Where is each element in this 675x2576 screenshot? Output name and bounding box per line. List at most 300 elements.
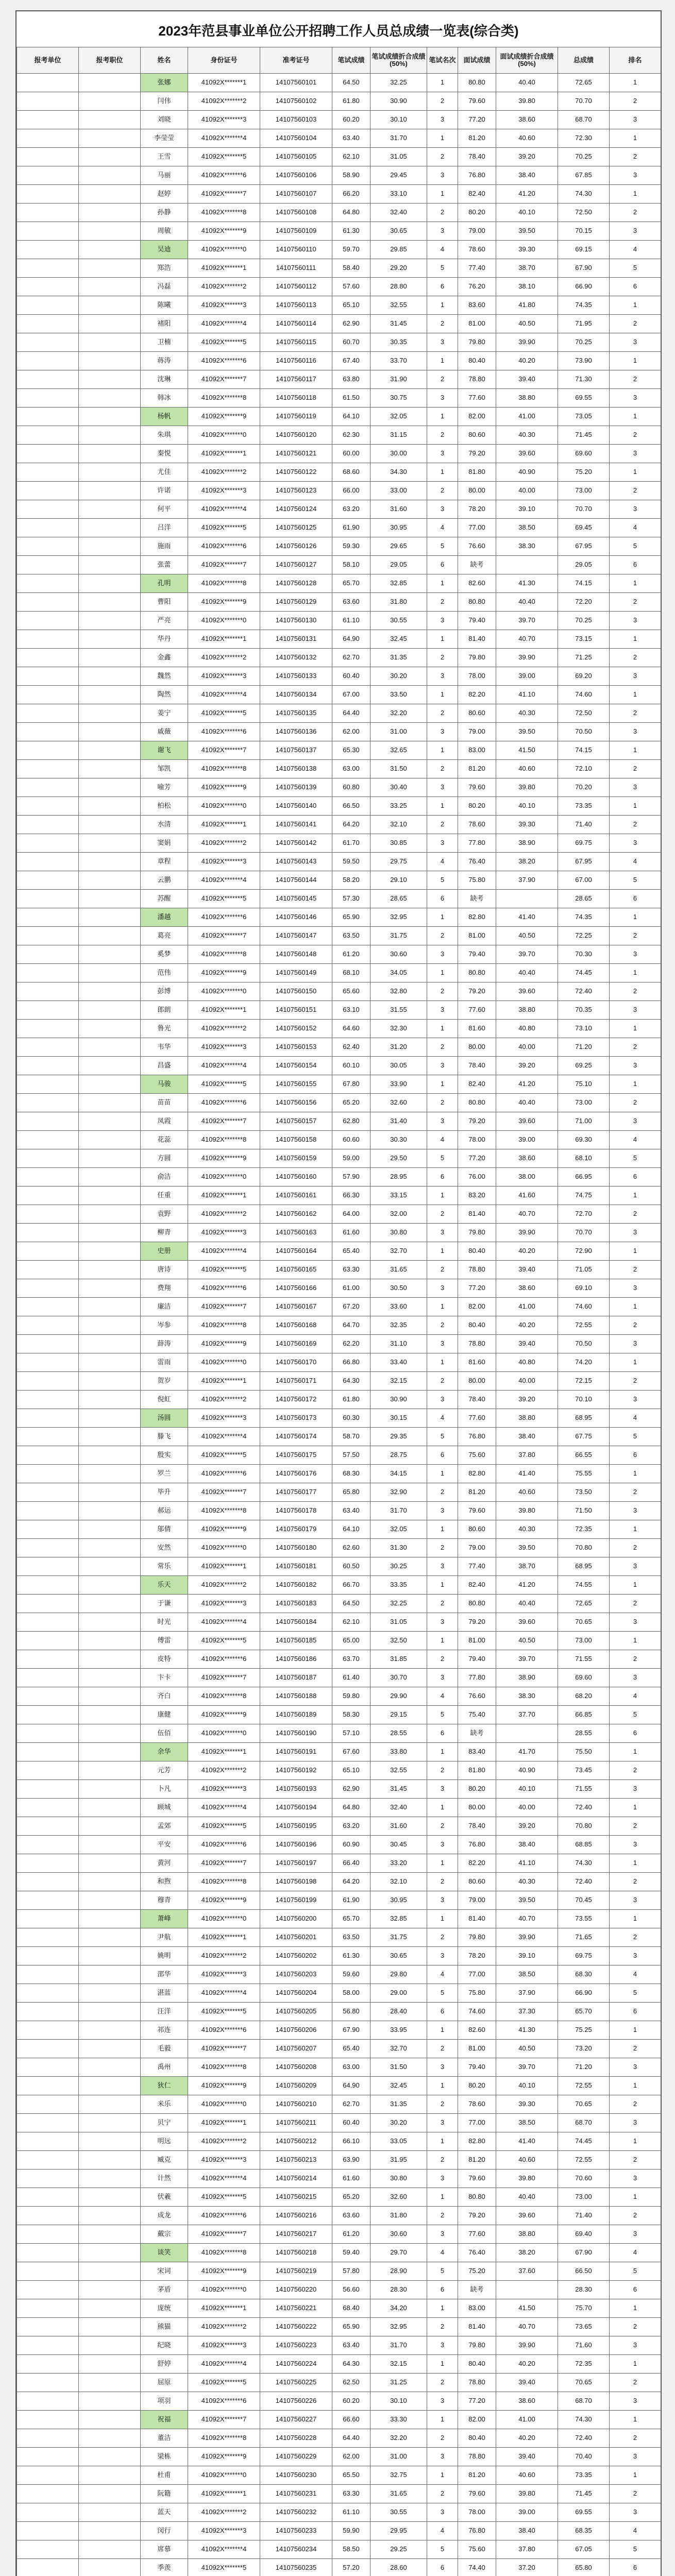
cell-unit xyxy=(17,2429,79,2448)
cell-interview-converted: 41.30 xyxy=(496,2021,558,2040)
cell-rank: 6 xyxy=(610,890,661,908)
cell-exam-no: 14107560229 xyxy=(260,2448,332,2466)
cell-written-converted: 33.05 xyxy=(370,2132,427,2151)
cell-rank: 2 xyxy=(610,816,661,834)
cell-written-rank: 3 xyxy=(427,1279,458,1298)
cell-interview: 76.80 xyxy=(458,1428,496,1446)
cell-rank: 3 xyxy=(610,1669,661,1687)
table-row xyxy=(17,92,661,111)
cell-position xyxy=(79,2485,141,2503)
cell-rank: 1 xyxy=(610,2132,661,2151)
cell-written-converted: 30.80 xyxy=(370,2170,427,2188)
table-row xyxy=(17,2225,661,2244)
cell-id: 41092X*******8 xyxy=(188,1502,260,1520)
cell-position xyxy=(79,2540,141,2559)
cell-id: 41092X*******6 xyxy=(188,2207,260,2225)
cell-position xyxy=(79,2336,141,2355)
cell-interview: 82.40 xyxy=(458,1576,496,1595)
cell-position xyxy=(79,222,141,241)
cell-written-converted: 31.00 xyxy=(370,723,427,741)
cell-interview: 80.20 xyxy=(458,1780,496,1799)
cell-written-converted: 29.50 xyxy=(370,1149,427,1168)
cell-unit xyxy=(17,2040,79,2058)
cell-position xyxy=(79,519,141,537)
cell-interview: 80.60 xyxy=(458,1520,496,1539)
cell-id: 41092X*******2 xyxy=(188,92,260,111)
cell-id: 41092X*******8 xyxy=(188,204,260,222)
table-row xyxy=(17,1502,661,1520)
cell-position xyxy=(79,2040,141,2058)
table-row xyxy=(17,797,661,816)
cell-written-rank: 3 xyxy=(427,1391,458,1409)
table-header-row xyxy=(17,47,661,74)
cell-written: 62.70 xyxy=(332,649,370,667)
cell-id: 41092X*******4 xyxy=(188,129,260,148)
cell-written-converted: 28.90 xyxy=(370,2262,427,2281)
cell-rank: 3 xyxy=(610,667,661,686)
cell-position xyxy=(79,1001,141,1020)
cell-exam-no: 14107560168 xyxy=(260,1316,332,1335)
cell-name: 施雨 xyxy=(141,537,188,556)
cell-rank: 1 xyxy=(610,2355,661,2374)
table-row xyxy=(17,370,661,389)
cell-written-converted: 32.95 xyxy=(370,908,427,927)
cell-written-rank: 3 xyxy=(427,500,458,519)
cell-written-converted: 29.75 xyxy=(370,853,427,871)
cell-written-converted: 32.25 xyxy=(370,74,427,92)
cell-name: 彭博 xyxy=(141,982,188,1001)
cell-position xyxy=(79,2281,141,2299)
cell-id: 41092X*******7 xyxy=(188,927,260,945)
cell-interview-converted: 39.00 xyxy=(496,2503,558,2522)
cell-position xyxy=(79,816,141,834)
cell-written: 57.20 xyxy=(332,2559,370,2576)
cell-unit xyxy=(17,2132,79,2151)
table-row xyxy=(17,1836,661,1854)
cell-name: 唐诗 xyxy=(141,1261,188,1279)
cell-total: 75.50 xyxy=(558,1743,610,1761)
cell-written-converted: 30.00 xyxy=(370,445,427,463)
cell-rank: 2 xyxy=(610,649,661,667)
cell-rank: 5 xyxy=(610,1984,661,2003)
cell-position xyxy=(79,1761,141,1780)
cell-interview: 80.60 xyxy=(458,426,496,445)
cell-position xyxy=(79,1613,141,1632)
cell-position xyxy=(79,1669,141,1687)
cell-total: 69.25 xyxy=(558,1057,610,1075)
cell-rank: 2 xyxy=(610,204,661,222)
cell-id: 41092X*******0 xyxy=(188,1168,260,1187)
cell-written: 64.30 xyxy=(332,2355,370,2374)
cell-name: 皮特 xyxy=(141,1650,188,1669)
cell-interview-converted: 39.10 xyxy=(496,500,558,519)
cell-written: 63.40 xyxy=(332,2336,370,2355)
table-row xyxy=(17,1261,661,1279)
cell-interview: 81.00 xyxy=(458,1632,496,1650)
cell-exam-no: 14107560145 xyxy=(260,890,332,908)
cell-unit xyxy=(17,2262,79,2281)
cell-written-converted: 28.40 xyxy=(370,2003,427,2021)
cell-written: 61.00 xyxy=(332,1279,370,1298)
cell-interview: 77.20 xyxy=(458,2392,496,2411)
cell-exam-no: 14107560137 xyxy=(260,741,332,760)
cell-written-converted: 30.90 xyxy=(370,92,427,111)
cell-unit xyxy=(17,871,79,890)
cell-unit xyxy=(17,556,79,574)
table-row xyxy=(17,445,661,463)
cell-interview: 82.80 xyxy=(458,2132,496,2151)
cell-written-rank: 2 xyxy=(427,92,458,111)
cell-total: 68.30 xyxy=(558,1965,610,1984)
cell-unit xyxy=(17,278,79,296)
cell-id: 41092X*******5 xyxy=(188,333,260,352)
cell-rank: 1 xyxy=(610,908,661,927)
cell-exam-no: 14107560117 xyxy=(260,370,332,389)
cell-interview-converted: 39.20 xyxy=(496,1391,558,1409)
table-row xyxy=(17,1947,661,1965)
cell-written-converted: 31.95 xyxy=(370,2151,427,2170)
cell-exam-no: 14107560148 xyxy=(260,945,332,964)
table-row xyxy=(17,2355,661,2374)
table-row xyxy=(17,1020,661,1038)
cell-interview-converted: 39.60 xyxy=(496,982,558,1001)
cell-interview: 79.80 xyxy=(458,649,496,667)
cell-name: 刘晓 xyxy=(141,111,188,129)
table-row xyxy=(17,1854,661,1873)
cell-written: 57.80 xyxy=(332,2262,370,2281)
cell-rank: 3 xyxy=(610,2336,661,2355)
cell-unit xyxy=(17,2522,79,2540)
cell-written-converted: 34.20 xyxy=(370,2299,427,2318)
cell-rank: 2 xyxy=(610,760,661,778)
cell-exam-no: 14107560174 xyxy=(260,1428,332,1446)
table-row xyxy=(17,1353,661,1372)
cell-unit xyxy=(17,482,79,500)
cell-interview: 80.40 xyxy=(458,2429,496,2448)
cell-written-converted: 31.80 xyxy=(370,2207,427,2225)
cell-written-rank: 3 xyxy=(427,723,458,741)
cell-written-converted: 29.25 xyxy=(370,2540,427,2559)
cell-written: 57.50 xyxy=(332,1446,370,1465)
cell-name: 贝宁 xyxy=(141,2114,188,2132)
cell-written-rank: 2 xyxy=(427,649,458,667)
cell-total: 72.25 xyxy=(558,927,610,945)
cell-rank: 3 xyxy=(610,2058,661,2077)
cell-id: 41092X*******5 xyxy=(188,2003,260,2021)
cell-name: 顾城 xyxy=(141,1799,188,1817)
cell-interview: 81.00 xyxy=(458,2040,496,2058)
cell-rank: 5 xyxy=(610,1149,661,1168)
cell-interview: 77.40 xyxy=(458,259,496,278)
cell-name: 萧峰 xyxy=(141,1910,188,1928)
cell-written-converted: 30.20 xyxy=(370,667,427,686)
cell-rank: 2 xyxy=(610,426,661,445)
cell-exam-no: 14107560142 xyxy=(260,834,332,853)
cell-interview-converted: 40.40 xyxy=(496,964,558,982)
cell-position xyxy=(79,241,141,259)
cell-rank: 3 xyxy=(610,1947,661,1965)
cell-written-rank: 6 xyxy=(427,556,458,574)
cell-position xyxy=(79,1094,141,1112)
cell-written-rank: 6 xyxy=(427,2559,458,2576)
cell-total: 67.95 xyxy=(558,537,610,556)
cell-position xyxy=(79,2003,141,2021)
cell-id: 41092X*******7 xyxy=(188,1669,260,1687)
cell-written-rank: 3 xyxy=(427,1335,458,1353)
cell-total: 73.00 xyxy=(558,2188,610,2207)
cell-id: 41092X*******8 xyxy=(188,2244,260,2262)
cell-unit xyxy=(17,982,79,1001)
cell-position xyxy=(79,964,141,982)
cell-unit xyxy=(17,778,79,797)
cell-rank: 3 xyxy=(610,1335,661,1353)
cell-written-converted: 30.10 xyxy=(370,111,427,129)
cell-total: 68.70 xyxy=(558,2392,610,2411)
cell-total: 70.65 xyxy=(558,2095,610,2114)
cell-unit xyxy=(17,723,79,741)
cell-name: 章程 xyxy=(141,853,188,871)
cell-name: 项羽 xyxy=(141,2392,188,2411)
cell-id: 41092X*******9 xyxy=(188,2262,260,2281)
cell-written: 62.90 xyxy=(332,315,370,333)
cell-interview: 78.00 xyxy=(458,2503,496,2522)
cell-interview-converted: 37.90 xyxy=(496,1984,558,2003)
cell-position xyxy=(79,1335,141,1353)
cell-total: 72.10 xyxy=(558,760,610,778)
cell-written: 65.10 xyxy=(332,296,370,315)
cell-written: 64.40 xyxy=(332,2429,370,2448)
cell-written-rank: 1 xyxy=(427,1520,458,1539)
cell-written-rank: 1 xyxy=(427,2411,458,2429)
cell-written-rank: 2 xyxy=(427,982,458,1001)
cell-name: 尤佳 xyxy=(141,463,188,482)
cell-written-converted: 29.95 xyxy=(370,2522,427,2540)
cell-written-converted: 31.05 xyxy=(370,148,427,166)
cell-unit xyxy=(17,2299,79,2318)
cell-exam-no: 14107560228 xyxy=(260,2429,332,2448)
cell-exam-no: 14107560194 xyxy=(260,1799,332,1817)
cell-id: 41092X*******8 xyxy=(188,389,260,408)
cell-unit xyxy=(17,204,79,222)
cell-total: 70.35 xyxy=(558,1001,610,1020)
table-row xyxy=(17,1928,661,1947)
cell-written-converted: 29.10 xyxy=(370,871,427,890)
cell-written-converted: 31.35 xyxy=(370,649,427,667)
cell-written: 59.80 xyxy=(332,1687,370,1706)
cell-id: 41092X*******2 xyxy=(188,2503,260,2522)
cell-written-rank: 3 xyxy=(427,1224,458,1242)
cell-rank: 1 xyxy=(610,741,661,760)
cell-written-rank: 6 xyxy=(427,2003,458,2021)
cell-written-converted: 32.25 xyxy=(370,1595,427,1613)
cell-position xyxy=(79,2132,141,2151)
cell-position xyxy=(79,537,141,556)
cell-total: 66.85 xyxy=(558,1706,610,1724)
cell-unit xyxy=(17,537,79,556)
cell-exam-no: 14107560192 xyxy=(260,1761,332,1780)
cell-rank: 3 xyxy=(610,1112,661,1131)
cell-id: 41092X*******4 xyxy=(188,1613,260,1632)
cell-interview: 80.20 xyxy=(458,2077,496,2095)
cell-id: 41092X*******0 xyxy=(188,1724,260,1743)
cell-rank: 3 xyxy=(610,2392,661,2411)
cell-total: 74.15 xyxy=(558,574,610,593)
cell-name: 齐白 xyxy=(141,1687,188,1706)
cell-written-rank: 3 xyxy=(427,1891,458,1910)
cell-written: 57.90 xyxy=(332,1168,370,1187)
cell-interview: 75.60 xyxy=(458,2540,496,2559)
cell-position xyxy=(79,259,141,278)
cell-unit xyxy=(17,463,79,482)
cell-name: 窦娟 xyxy=(141,834,188,853)
cell-written-converted: 30.55 xyxy=(370,2503,427,2522)
cell-exam-no: 14107560127 xyxy=(260,556,332,574)
cell-id: 41092X*******3 xyxy=(188,853,260,871)
cell-id: 41092X*******5 xyxy=(188,890,260,908)
cell-written: 66.60 xyxy=(332,2411,370,2429)
cell-exam-no: 14107560162 xyxy=(260,1205,332,1224)
cell-interview: 76.20 xyxy=(458,278,496,296)
cell-id: 41092X*******3 xyxy=(188,1780,260,1799)
cell-position xyxy=(79,778,141,797)
cell-exam-no: 14107560201 xyxy=(260,1928,332,1947)
cell-total: 66.95 xyxy=(558,1168,610,1187)
cell-interview-converted: 38.60 xyxy=(496,1279,558,1298)
cell-total: 71.45 xyxy=(558,2485,610,2503)
cell-exam-no: 14107560200 xyxy=(260,1910,332,1928)
cell-name: 殷实 xyxy=(141,1446,188,1465)
cell-total: 72.30 xyxy=(558,129,610,148)
cell-interview-converted: 37.30 xyxy=(496,2003,558,2021)
cell-interview: 78.20 xyxy=(458,500,496,519)
cell-rank: 2 xyxy=(610,2374,661,2392)
cell-name: 鲁光 xyxy=(141,1020,188,1038)
cell-rank: 1 xyxy=(610,1854,661,1873)
cell-id: 41092X*******3 xyxy=(188,2336,260,2355)
cell-name: 和煦 xyxy=(141,1873,188,1891)
cell-position xyxy=(79,2225,141,2244)
cell-written: 64.90 xyxy=(332,630,370,649)
page-title: 2023年范县事业单位公开招聘工作人员总成绩一览表(综合类) xyxy=(158,23,519,39)
table-row xyxy=(17,1483,661,1502)
cell-written: 60.20 xyxy=(332,111,370,129)
cell-rank: 3 xyxy=(610,1391,661,1409)
cell-rank: 2 xyxy=(610,2040,661,2058)
cell-exam-no: 14107560133 xyxy=(260,667,332,686)
cell-position xyxy=(79,2448,141,2466)
cell-interview-converted: 40.30 xyxy=(496,1873,558,1891)
cell-id: 41092X*******1 xyxy=(188,259,260,278)
cell-exam-no: 14107560209 xyxy=(260,2077,332,2095)
cell-written: 61.30 xyxy=(332,222,370,241)
cell-name: 卞卡 xyxy=(141,1669,188,1687)
cell-name: 秦悦 xyxy=(141,445,188,463)
cell-rank: 2 xyxy=(610,2429,661,2448)
cell-position xyxy=(79,1372,141,1391)
cell-unit xyxy=(17,92,79,111)
cell-interview: 79.20 xyxy=(458,2207,496,2225)
cell-exam-no: 14107560208 xyxy=(260,2058,332,2077)
cell-id: 41092X*******4 xyxy=(188,2540,260,2559)
cell-written: 63.00 xyxy=(332,760,370,778)
cell-id: 41092X*******6 xyxy=(188,1650,260,1669)
cell-written: 68.40 xyxy=(332,2299,370,2318)
cell-written-converted: 28.75 xyxy=(370,1446,427,1465)
cell-interview-converted: 40.20 xyxy=(496,352,558,370)
cell-id: 41092X*******3 xyxy=(188,2522,260,2540)
cell-total: 72.35 xyxy=(558,2355,610,2374)
table-row xyxy=(17,1799,661,1817)
cell-written: 65.70 xyxy=(332,1910,370,1928)
cell-interview: 78.60 xyxy=(458,816,496,834)
cell-rank: 1 xyxy=(610,1242,661,1261)
cell-name: 傅雷 xyxy=(141,1632,188,1650)
cell-id: 41092X*******6 xyxy=(188,1836,260,1854)
cell-id: 41092X*******5 xyxy=(188,2374,260,2392)
cell-position xyxy=(79,945,141,964)
cell-written-converted: 31.85 xyxy=(370,1650,427,1669)
cell-written-rank: 6 xyxy=(427,1724,458,1743)
cell-interview-converted: 40.70 xyxy=(496,1910,558,1928)
cell-name: 严亮 xyxy=(141,612,188,630)
header-name: 姓名 xyxy=(141,47,188,74)
cell-name: 臧克 xyxy=(141,2151,188,2170)
cell-position xyxy=(79,723,141,741)
cell-interview-converted: 41.50 xyxy=(496,2299,558,2318)
cell-total: 68.95 xyxy=(558,1409,610,1428)
cell-total: 69.55 xyxy=(558,389,610,408)
cell-written-converted: 32.40 xyxy=(370,1799,427,1817)
cell-interview-converted: 38.30 xyxy=(496,1687,558,1706)
cell-interview: 75.80 xyxy=(458,871,496,890)
cell-interview-converted: 39.50 xyxy=(496,723,558,741)
cell-rank: 3 xyxy=(610,389,661,408)
cell-position xyxy=(79,2095,141,2114)
cell-interview-converted: 40.60 xyxy=(496,1483,558,1502)
cell-exam-no: 14107560152 xyxy=(260,1020,332,1038)
cell-position xyxy=(79,890,141,908)
cell-name: 谈笑 xyxy=(141,2244,188,2262)
cell-interview-converted: 40.20 xyxy=(496,2429,558,2448)
cell-rank: 3 xyxy=(610,1891,661,1910)
cell-written-converted: 33.70 xyxy=(370,352,427,370)
cell-written-rank: 1 xyxy=(427,1465,458,1483)
cell-rank: 1 xyxy=(610,1020,661,1038)
cell-interview-converted: 40.70 xyxy=(496,2318,558,2336)
cell-written-rank: 2 xyxy=(427,1873,458,1891)
cell-position xyxy=(79,2374,141,2392)
cell-interview-converted: 38.80 xyxy=(496,1409,558,1428)
cell-total: 74.60 xyxy=(558,1298,610,1316)
cell-id: 41092X*******6 xyxy=(188,166,260,185)
table-row xyxy=(17,2114,661,2132)
cell-total: 74.15 xyxy=(558,741,610,760)
cell-rank: 1 xyxy=(610,2188,661,2207)
table-row xyxy=(17,389,661,408)
cell-exam-no: 14107560232 xyxy=(260,2503,332,2522)
cell-rank: 4 xyxy=(610,853,661,871)
cell-id: 41092X*******4 xyxy=(188,1799,260,1817)
cell-written-rank: 2 xyxy=(427,1928,458,1947)
cell-interview-converted: 39.40 xyxy=(496,370,558,389)
cell-written: 64.00 xyxy=(332,1205,370,1224)
cell-interview-converted: 40.50 xyxy=(496,1632,558,1650)
cell-position xyxy=(79,2151,141,2170)
cell-id: 41092X*******0 xyxy=(188,2281,260,2299)
cell-position xyxy=(79,1261,141,1279)
cell-name: 岑参 xyxy=(141,1316,188,1335)
cell-exam-no: 14107560141 xyxy=(260,816,332,834)
